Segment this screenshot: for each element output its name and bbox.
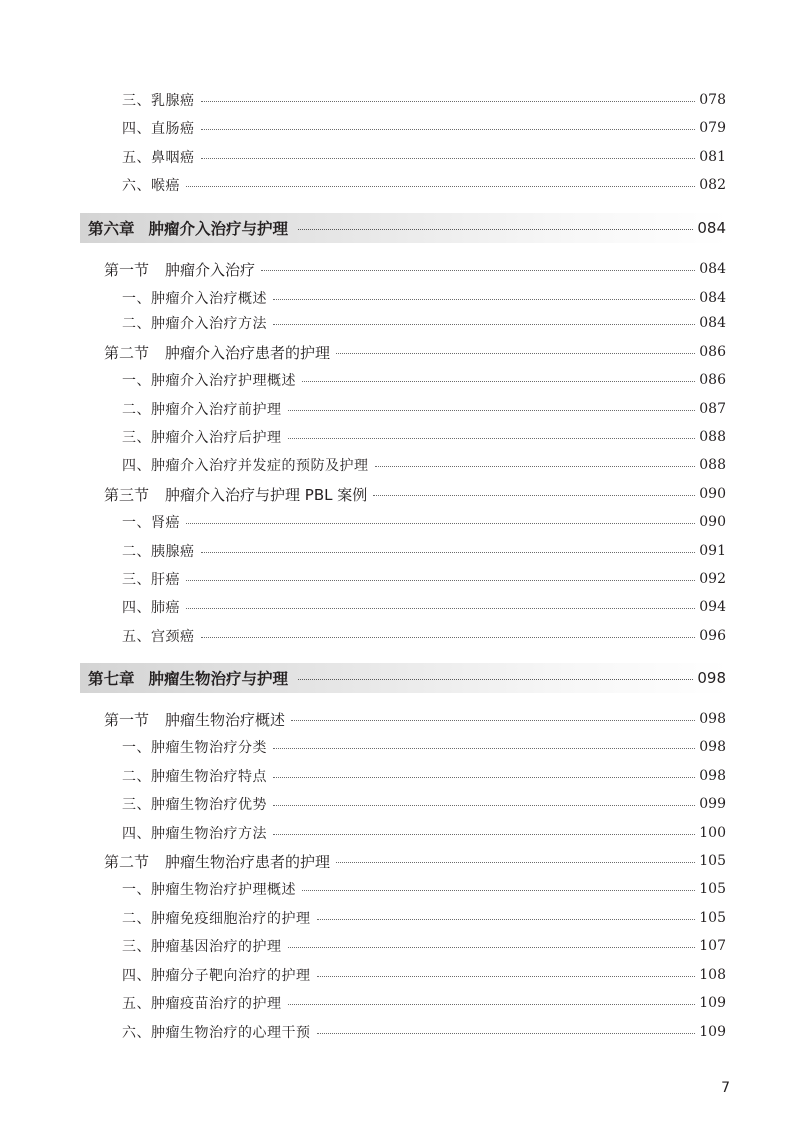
dot-leader <box>273 776 695 778</box>
dot-leader <box>273 833 695 835</box>
toc-entry[interactable] <box>122 764 726 788</box>
chapter-page: 084 <box>697 219 726 237</box>
section-number: 第二节 <box>104 343 150 362</box>
toc-entry-page: 096 <box>699 628 726 644</box>
toc-entry-page: 084 <box>699 315 726 331</box>
toc-entry-label: 二、肿瘤生物治疗特点 <box>122 769 267 785</box>
dot-leader <box>288 437 696 439</box>
toc-entry-page: 078 <box>699 92 726 108</box>
toc-entry[interactable] <box>122 792 726 816</box>
toc-entry-label: 一、肿瘤介入治疗概述 <box>122 291 267 307</box>
toc-entry-label: 三、肿瘤基因治疗的护理 <box>122 939 282 955</box>
dot-leader <box>291 719 695 721</box>
toc-entry[interactable] <box>122 735 726 759</box>
dot-leader <box>273 747 695 749</box>
chapter-title <box>80 217 288 239</box>
page-number: 7 <box>721 1080 730 1096</box>
section-number: 第一节 <box>104 260 150 279</box>
dot-leader <box>317 1032 696 1034</box>
toc-entry-label: 一、肿瘤生物治疗分类 <box>122 740 267 756</box>
toc-entry-page: 105 <box>699 881 726 897</box>
toc-entry[interactable] <box>122 311 726 335</box>
section-name: 肿瘤生物治疗患者的护理 <box>165 852 331 871</box>
dot-leader <box>317 918 696 920</box>
toc-section-6-1[interactable] <box>104 257 726 281</box>
toc-entry-page: 109 <box>699 1024 726 1040</box>
chapter-heading-7[interactable] <box>80 663 728 693</box>
dot-leader <box>186 579 695 581</box>
dot-leader <box>288 946 696 948</box>
chapter-name: 肿瘤介入治疗与护理 <box>148 220 289 238</box>
toc-entry[interactable] <box>122 567 726 591</box>
toc-entry-page: 084 <box>699 290 726 306</box>
toc-entry[interactable] <box>122 963 726 987</box>
dot-leader <box>261 269 695 271</box>
dot-leader <box>186 607 695 609</box>
dot-leader <box>298 228 693 230</box>
dot-leader <box>201 636 696 638</box>
toc-entry-label: 六、喉癌 <box>122 178 180 194</box>
toc-entry-label: 二、肿瘤介入治疗方法 <box>122 316 267 332</box>
section-title <box>104 259 255 280</box>
chapter-title <box>80 667 288 689</box>
dot-leader <box>302 889 695 891</box>
dot-leader <box>288 1003 696 1005</box>
toc-entry-page: 094 <box>699 599 726 615</box>
toc-entry-label: 三、乳腺癌 <box>122 93 195 109</box>
toc-entry-page: 090 <box>699 514 726 530</box>
toc-entry-label: 一、肿瘤生物治疗护理概述 <box>122 882 296 898</box>
toc-entry-nasopharyngeal-cancer[interactable] <box>122 145 726 169</box>
dot-leader <box>201 100 696 102</box>
section-page: 090 <box>699 486 726 502</box>
toc-entry-label: 三、肿瘤介入治疗后护理 <box>122 430 282 446</box>
toc-entry[interactable] <box>122 286 726 310</box>
toc-entry-page: 086 <box>699 372 726 388</box>
toc-entry-page: 082 <box>699 177 726 193</box>
toc-entry[interactable] <box>122 934 726 958</box>
section-page: 098 <box>699 711 726 727</box>
toc-entry[interactable] <box>122 624 726 648</box>
toc-entry-laryngeal-cancer[interactable] <box>122 173 726 197</box>
toc-entry-page: 091 <box>699 543 726 559</box>
dot-leader <box>273 804 695 806</box>
section-title <box>104 851 330 872</box>
section-name: 肿瘤生物治疗概述 <box>165 710 286 729</box>
toc-entry-page: 108 <box>699 967 726 983</box>
section-title <box>104 342 330 363</box>
toc-entry-label: 三、肝癌 <box>122 572 180 588</box>
section-page: 105 <box>699 853 726 869</box>
toc-entry-page: 099 <box>699 796 726 812</box>
section-number: 第一节 <box>104 710 150 729</box>
dot-leader <box>336 861 695 863</box>
toc-entry-label: 四、肿瘤生物治疗方法 <box>122 826 267 842</box>
section-page: 084 <box>699 261 726 277</box>
toc-entry-breast-cancer[interactable] <box>122 88 726 112</box>
section-number: 第三节 <box>104 485 150 504</box>
toc-entry-label: 六、肿瘤生物治疗的心理干预 <box>122 1025 311 1041</box>
dot-leader <box>186 185 695 187</box>
toc-entry-page: 105 <box>699 910 726 926</box>
toc-entry-label: 三、肿瘤生物治疗优势 <box>122 797 267 813</box>
toc-entry[interactable] <box>122 397 726 421</box>
toc-entry-page: 079 <box>699 120 726 136</box>
toc-entry-page: 088 <box>699 429 726 445</box>
toc-section-6-3[interactable] <box>104 482 726 506</box>
toc-entry-label: 五、肿瘤疫苗治疗的护理 <box>122 996 282 1012</box>
chapter-name: 肿瘤生物治疗与护理 <box>148 670 289 688</box>
section-name: 肿瘤介入治疗与护理 PBL 案例 <box>165 485 368 504</box>
toc-entry-label: 二、胰腺癌 <box>122 544 195 560</box>
section-name: 肿瘤介入治疗患者的护理 <box>165 343 331 362</box>
toc-entry[interactable] <box>122 877 726 901</box>
chapter-heading-6[interactable] <box>80 213 728 243</box>
section-number: 第二节 <box>104 852 150 871</box>
dot-leader <box>186 522 695 524</box>
toc-entry-rectal-cancer[interactable] <box>122 116 726 140</box>
toc-entry[interactable] <box>122 539 726 563</box>
section-title <box>104 484 367 505</box>
toc-entry-label: 二、肿瘤免疫细胞治疗的护理 <box>122 911 311 927</box>
toc-entry-label: 一、肿瘤介入治疗护理概述 <box>122 373 296 389</box>
toc-entry-page: 087 <box>699 401 726 417</box>
dot-leader <box>373 494 695 496</box>
toc-entry-label: 一、肾癌 <box>122 515 180 531</box>
toc-entry[interactable] <box>122 425 726 449</box>
toc-entry-label: 四、肺癌 <box>122 600 180 616</box>
toc-entry[interactable] <box>122 510 726 534</box>
dot-leader <box>273 298 695 300</box>
toc-entry-label: 四、直肠癌 <box>122 121 195 137</box>
section-page: 086 <box>699 344 726 360</box>
toc-entry-label: 二、肿瘤介入治疗前护理 <box>122 402 282 418</box>
dot-leader <box>298 678 693 680</box>
dot-leader <box>273 323 695 325</box>
chapter-page: 098 <box>697 669 726 687</box>
toc-section-6-2[interactable] <box>104 340 726 364</box>
toc-section-7-2[interactable] <box>104 849 726 873</box>
toc-section-7-1[interactable] <box>104 707 726 731</box>
toc-entry[interactable] <box>122 368 726 392</box>
toc-entry-page: 107 <box>699 938 726 954</box>
toc-entry[interactable] <box>122 991 726 1015</box>
toc-entry[interactable] <box>122 1020 726 1044</box>
dot-leader <box>201 157 696 159</box>
toc-entry-page: 081 <box>699 149 726 165</box>
dot-leader <box>201 128 696 130</box>
toc-entry[interactable] <box>122 906 726 930</box>
dot-leader <box>336 352 695 354</box>
dot-leader <box>302 380 695 382</box>
dot-leader <box>201 551 696 553</box>
toc-entry[interactable] <box>122 453 726 477</box>
chapter-number: 第七章 <box>88 670 135 688</box>
dot-leader <box>375 465 696 467</box>
toc-entry-page: 100 <box>699 825 726 841</box>
toc-entry-page: 098 <box>699 768 726 784</box>
toc-entry-page: 109 <box>699 995 726 1011</box>
dot-leader <box>288 409 696 411</box>
toc-entry-label: 四、肿瘤分子靶向治疗的护理 <box>122 968 311 984</box>
toc-entry-label: 四、肿瘤介入治疗并发症的预防及护理 <box>122 458 369 474</box>
toc-entry-label: 五、宫颈癌 <box>122 629 195 645</box>
dot-leader <box>317 975 696 977</box>
toc-entry[interactable] <box>122 595 726 619</box>
section-name: 肿瘤介入治疗 <box>165 260 256 279</box>
chapter-number: 第六章 <box>88 220 135 238</box>
toc-entry-label: 五、鼻咽癌 <box>122 150 195 166</box>
toc-entry-page: 092 <box>699 571 726 587</box>
section-title <box>104 709 285 730</box>
toc-entry[interactable] <box>122 821 726 845</box>
toc-entry-page: 098 <box>699 739 726 755</box>
toc-entry-page: 088 <box>699 457 726 473</box>
